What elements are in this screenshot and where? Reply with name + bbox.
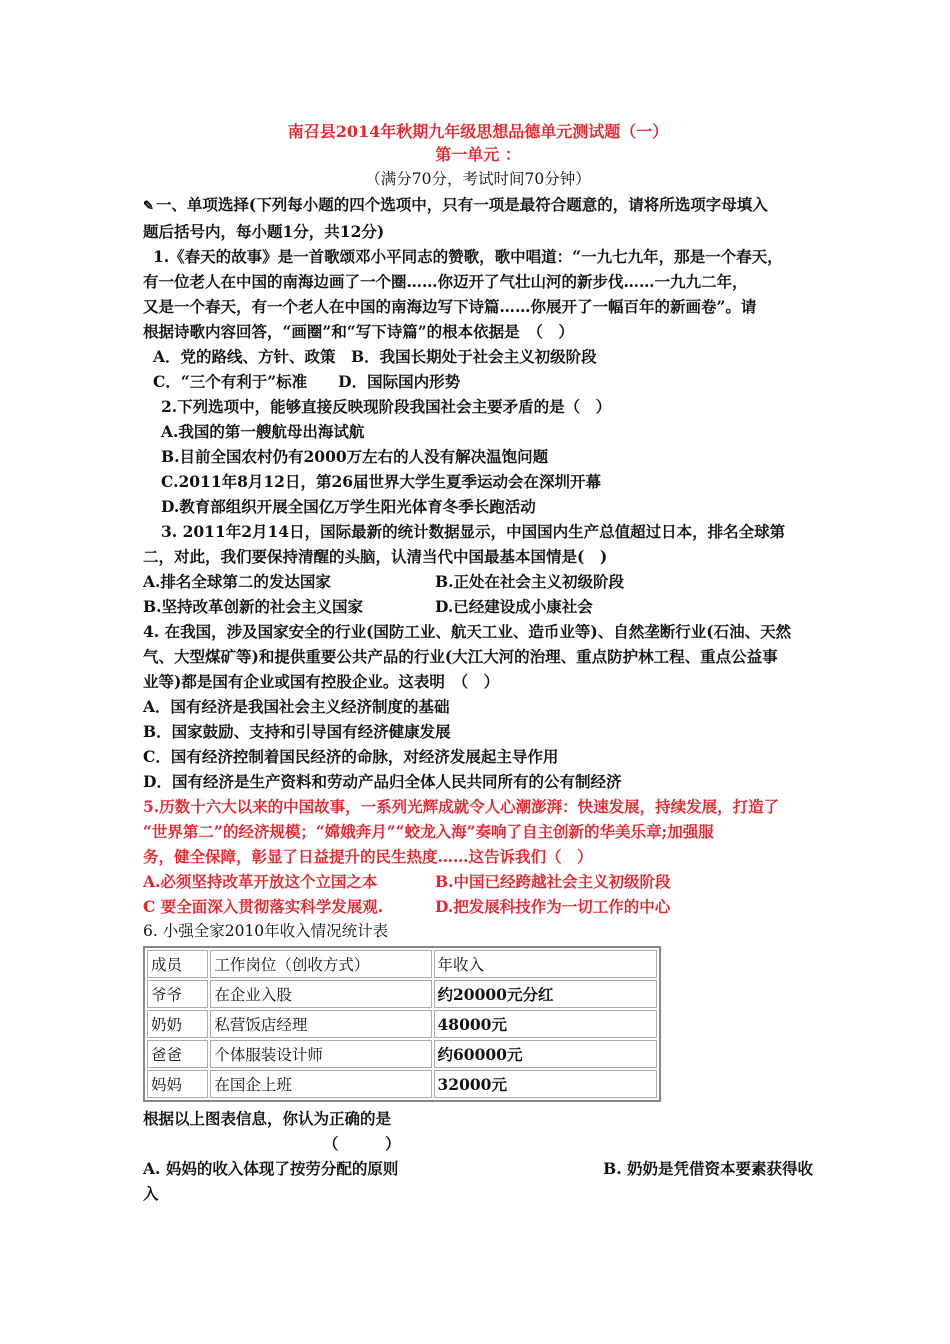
q5-option: A.必须坚持改革开放这个立国之本 (143, 872, 378, 891)
q4-option: C．国有经济控制着国民经济的命脉，对经济发展起主导作用 (143, 747, 559, 766)
table-header-row (147, 950, 657, 978)
q5-option-row (143, 894, 813, 919)
table-row (147, 980, 657, 1008)
income-table (143, 946, 661, 1102)
q4-line: 气、大型煤矿等)和提供重要公共产品的行业(大江大河的治理、重点防护林工程、重点公益事 (143, 647, 778, 666)
q5-option: C 要全面深入贯彻落实科学发展观. (143, 897, 384, 916)
q3-line: 二，对此，我们要保持清醒的头脑，认清当代中国最基本国情是( ) (143, 547, 608, 566)
q5-line: 务，健全保障，彰显了日益提升的民生热度……这告诉我们（ ） (143, 847, 593, 866)
q5-line: 5.历数十六大以来的中国故事，一系列光辉成就令人心潮澎湃：快速发展，持续发展，打造了 (143, 797, 780, 816)
q6-option-row (143, 1156, 813, 1181)
table-cell: 私营饭店经理 (210, 1010, 431, 1038)
table-cell: 个体服装设计师 (210, 1040, 431, 1068)
table-cell: 爸爸 (147, 1040, 208, 1068)
table-cell: 爷爷 (147, 980, 208, 1008)
q1-option: A．党的路线、方针、政策 B．我国长期处于社会主义初级阶段 (153, 347, 597, 366)
q5-option: D.把发展科技作为一切工作的中心 (435, 897, 671, 916)
q2-option: B.目前全国农村仍有2000万左右的人没有解决温饱问题 (161, 447, 549, 466)
table-header-cell: 工作岗位（创收方式） (210, 950, 431, 978)
q3-option: B.正处在社会主义初级阶段 (435, 572, 624, 591)
q3-line: 3. 2011年2月14日，国际最新的统计数据显示，中国国内生产总值超过日本，排名全球第 (161, 522, 786, 541)
q4-line: 4. 在我国，涉及国家安全的行业(国防工业、航天工业、造币业等)、自然垄断行业(石油、天然 (143, 622, 792, 641)
table-cell: 约60000元 (434, 1040, 657, 1068)
q5-option: B.中国已经跨越社会主义初级阶段 (435, 872, 671, 891)
section-heading-line2: 题后括号内，每小题1分，共12分) (143, 222, 385, 241)
exam-note: （满分70分，考试时间70分钟） (365, 170, 591, 188)
q3-option: B.坚持改革创新的社会主义国家 (143, 597, 363, 616)
q5-line: “世界第二”的经济规模；“嫦娥奔月”“蛟龙入海”奏响了自主创新的华美乐章;加强服 (143, 822, 714, 841)
q2-option: C.2011年8月12日，第26届世界大学生夏季运动会在深圳开幕 (161, 472, 602, 491)
table-row (147, 1040, 657, 1068)
table-header-cell: 年收入 (434, 950, 657, 978)
q2-option: D.教育部组织开展全国亿万学生阳光体育冬季长跑活动 (161, 497, 536, 516)
table-cell: 32000元 (434, 1070, 657, 1098)
q6-answer-bracket: （ ） (323, 1134, 401, 1153)
pencil-icon: ✎ (143, 199, 154, 214)
unit-heading: 第一单元 ： (435, 145, 521, 164)
q1-line: 根据诗歌内容回答，“画圈”和“写下诗篇”的根本依据是 （ ） (143, 322, 574, 341)
section-heading (143, 192, 813, 219)
q4-option: A．国有经济是我国社会主义经济制度的基础 (143, 697, 450, 716)
table-row (147, 1010, 657, 1038)
q4-option: D．国有经济是生产资料和劳动产品归全体人民共同所有的公有制经济 (143, 772, 622, 791)
table-cell: 奶奶 (147, 1010, 208, 1038)
table-cell: 妈妈 (147, 1070, 208, 1098)
q4-line: 业等)都是国有企业或国有控股企业。这表明 （ ） (143, 672, 500, 691)
q3-option-row (143, 569, 813, 594)
q6-table-title: 6. 小强全家2010年收入情况统计表 (143, 922, 389, 940)
q1-line: 有一位老人在中国的南海边画了一个圈……你迈开了气壮山河的新步伐……一九九二年， (143, 272, 748, 291)
table-header-cell: 成员 (147, 950, 208, 978)
q1-line: 又是一个春天，有一个老人在中国的南海边写下诗篇……你展开了一幅百年的新画卷”。请 (143, 297, 757, 316)
q5-option-row (143, 869, 813, 894)
table-cell: 在国企上班 (210, 1070, 431, 1098)
q6-stem: 根据以上图表信息，你认为正确的是 (143, 1109, 392, 1128)
q3-option-row (143, 594, 813, 619)
q4-option: B．国家鼓励、支持和引导国有经济健康发展 (143, 722, 451, 741)
q6-option-a: A. 妈妈的收入体现了按劳分配的原则 (143, 1159, 399, 1178)
exam-page (143, 120, 813, 1206)
q3-option: D.已经建设成小康社会 (435, 597, 593, 616)
q2-option: A.我国的第一艘航母出海试航 (161, 422, 365, 441)
q1-option: C．“三个有利于”标准 D．国际国内形势 (153, 372, 461, 391)
table-cell: 约20000元分红 (434, 980, 657, 1008)
table-cell: 48000元 (434, 1010, 657, 1038)
table-cell: 在企业入股 (210, 980, 431, 1008)
q3-option: A.排名全球第二的发达国家 (143, 572, 331, 591)
q2-stem: 2.下列选项中，能够直接反映现阶段我国社会主要矛盾的是（ ） (161, 397, 612, 416)
section-heading-line1: 一、单项选择(下列每小题的四个选项中，只有一项是最符合题意的，请将所选项字母填入 (155, 195, 768, 214)
q1-line: 1.《春天的故事》是一首歌颂邓小平同志的赞歌，歌中唱道：“一九七九年，那是一个春天， (153, 247, 783, 266)
q6-option-b-continued: 入 (143, 1184, 159, 1203)
exam-title: 南召县2014年秋期九年级思想品德单元测试题（一） (287, 122, 669, 141)
q6-option-b: B. 奶奶是凭借资本要素获得收 (603, 1159, 813, 1178)
table-row (147, 1070, 657, 1098)
